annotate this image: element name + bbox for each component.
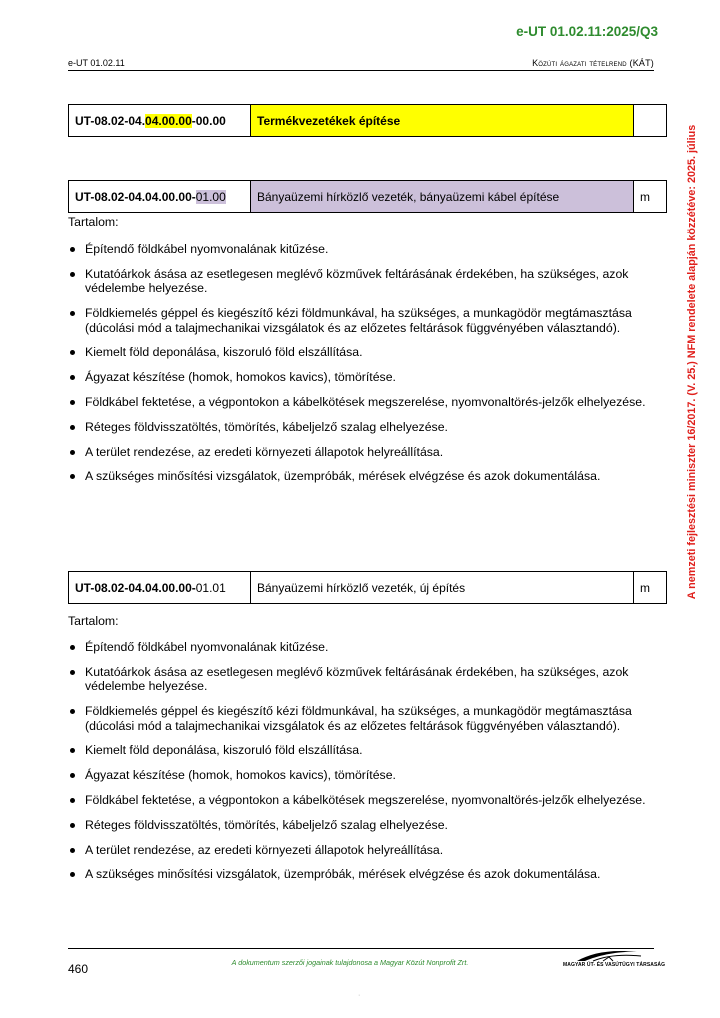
list-item: A szükséges minősítési vizsgálatok, üzempróbák, mérések elvégzése és azok dokumentálása. <box>68 469 653 484</box>
section-2-list <box>68 640 653 892</box>
group-title: Termékvezetékek építése <box>251 105 634 137</box>
list-item: Kutatóárkok ásása az esetlegesen meglévő közművek feltárásának érdekében, ha szükséges, azok védelembe helyezése. <box>68 665 653 694</box>
group-code <box>69 105 251 137</box>
road-rail-swoosh-icon <box>563 948 653 962</box>
group-code-highlight: 04.00.00 <box>145 113 192 128</box>
list-item: Kiemelt föld deponálása, kiszoruló föld elszállítása. <box>68 743 653 758</box>
section-1-code-prefix: UT-08.02-04.04.00.00- <box>75 189 196 204</box>
list-item: Réteges földvisszatöltés, tömörítés, kábeljelző szalag elhelyezése. <box>68 420 653 435</box>
section-1-code <box>69 181 251 213</box>
header-divider <box>68 70 654 71</box>
list-item: Építendő földkábel nyomvonalának kitűzése. <box>68 242 653 257</box>
group-heading-table <box>68 104 667 137</box>
list-item: Ágyazat készítése (homok, homokos kavics), tömörítése. <box>68 768 653 783</box>
list-item: Építendő földkábel nyomvonalának kitűzése. <box>68 640 653 655</box>
header-right: Közúti ágazati tételrend (KÁT) <box>532 58 654 68</box>
scan-dot: · <box>358 992 361 999</box>
side-publication-note <box>682 96 702 628</box>
list-item: Földkiemelés géppel és kiegészítő kézi földmunkával, ha szükséges, a munkagödör megtámasztása (dúcolási mód a talajmechanikai vizsgálatok és az előzetes feltárások függvényében választandó). <box>68 306 653 335</box>
group-unit <box>634 105 667 137</box>
list-item: Réteges földvisszatöltés, tömörítés, kábeljelző szalag elhelyezése. <box>68 818 653 833</box>
section-1-code-highlight: 01.00 <box>195 189 226 204</box>
header-left: e-UT 01.02.11 <box>68 58 125 68</box>
side-note-text: A nemzeti fejlesztési miniszter 16/2017. (V. 25.) NFM rendelete alapján közzétéve: 2025. július <box>686 124 698 600</box>
list-item: Földkábel fektetése, a végpontokon a kábelkötések megszerelése, nyomvonaltörés-jelzők elhelyezése. <box>68 395 653 410</box>
list-item: A szükséges minősítési vizsgálatok, üzempróbák, mérések elvégzése és azok dokumentálása. <box>68 867 653 882</box>
section-1-content-label: Tartalom: <box>68 215 119 229</box>
section-1-unit: m <box>634 181 667 213</box>
list-item: A terület rendezése, az eredeti környezeti állapotok helyreállítása. <box>68 445 653 460</box>
section-2-content-label: Tartalom: <box>68 614 119 628</box>
list-item: A terület rendezése, az eredeti környezeti állapotok helyreállítása. <box>68 843 653 858</box>
section-2-unit: m <box>634 572 667 604</box>
section-2-code-bold: UT-08.02-04.04.00.00- <box>75 580 196 595</box>
list-item: Földkiemelés géppel és kiegészítő kézi földmunkával, ha szükséges, a munkagödör megtámasztása (dúcolási mód a talajmechanikai vizsgálatok és az előzetes feltárások függvényében választandó). <box>68 704 653 733</box>
logo-text: MAGYAR ÚT- ÉS VASÚTÜGYI TÁRSASÁG <box>563 962 666 968</box>
list-item: Ágyazat készítése (homok, homokos kavics), tömörítése. <box>68 370 653 385</box>
section-1-table <box>68 180 667 213</box>
document-code: e-UT 01.02.11:2025/Q3 <box>516 24 658 39</box>
section-2-title: Bányaüzemi hírközlő vezeték, új építés <box>251 572 634 604</box>
copyright-note: A dokumentum szerzői jogainak tulajdonosa a Magyar Közút Nonprofit Zrt. <box>231 958 469 967</box>
page-number: 460 <box>68 962 89 976</box>
company-logo <box>563 948 666 972</box>
list-item: Földkábel fektetése, a végpontokon a kábelkötések megszerelése, nyomvonaltörés-jelzők elhelyezése. <box>68 793 653 808</box>
list-item: Kutatóárkok ásása az esetlegesen meglévő közművek feltárásának érdekében, ha szükséges, azok védelembe helyezése. <box>68 267 653 296</box>
list-item: Kiemelt föld deponálása, kiszoruló föld elszállítása. <box>68 345 653 360</box>
group-code-prefix: UT-08.02-04. <box>75 113 146 128</box>
section-2-code <box>69 572 251 604</box>
section-1-title: Bányaüzemi hírközlő vezeték, bányaüzemi kábel építése <box>251 181 634 213</box>
section-2-table <box>68 571 667 604</box>
section-2-code-rest: 01.01 <box>195 580 226 595</box>
group-code-suffix: -00.00 <box>191 113 226 128</box>
section-1-list <box>68 242 653 494</box>
